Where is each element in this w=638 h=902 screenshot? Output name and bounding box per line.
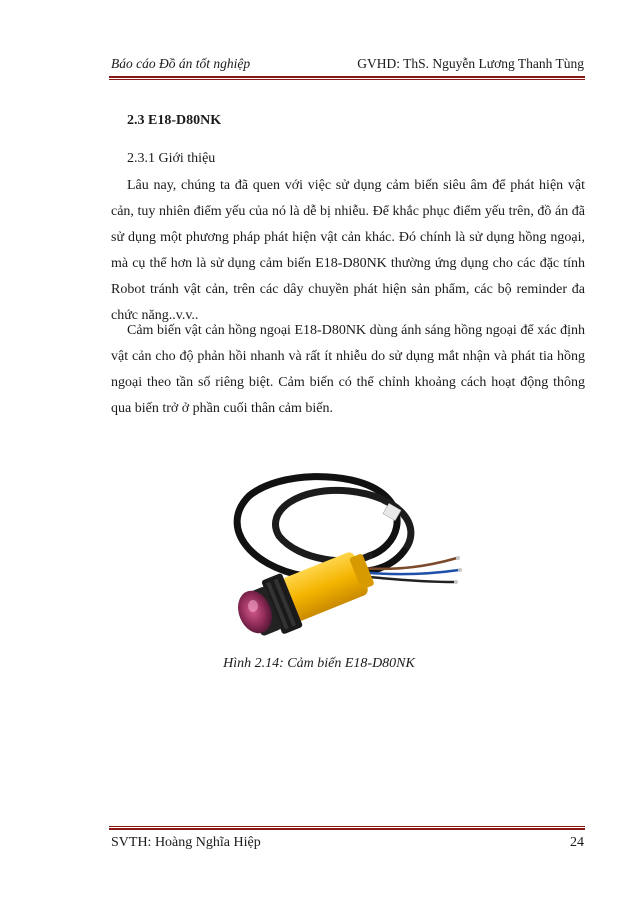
- subsection-title: 2.3.1 Giới thiệu: [127, 151, 216, 166]
- paragraph-description: Cảm biến vật cản hồng ngoại E18-D80NK dùng ánh sáng hồng ngoại để xác định vật cản cho độ phản hồi nhanh và rất ít nhiễu do sử dụng mắt nhận và phát tia hồng ngoại theo tần số riêng biệt. Cảm biến có thể chỉnh khoảng cách hoạt động thông qua biến trở ở phần cuối thân cảm biến.: [111, 323, 585, 416]
- header-divider: [109, 76, 585, 78]
- e18-d80nk-sensor-image: [209, 466, 471, 646]
- header-advisor: GVHD: ThS. Nguyễn Lương Thanh Tùng: [357, 56, 584, 71]
- footer-student: SVTH: Hoàng Nghĩa Hiệp: [111, 835, 261, 850]
- footer-divider: [109, 828, 585, 830]
- sensor-figure: [209, 466, 471, 646]
- page-number: 24: [570, 835, 584, 850]
- header-divider-thin: [109, 79, 585, 80]
- figure-caption: Hình 2.14: Cảm biến E18-D80NK: [223, 656, 415, 671]
- header-report-title: Báo cáo Đồ án tốt nghiệp: [111, 56, 251, 71]
- section-title: 2.3 E18-D80NK: [127, 113, 222, 128]
- paragraph-intro: Lâu nay, chúng ta đã quen với việc sử dụng cảm biến siêu âm để phát hiện vật cản, tuy nhiên điểm yếu của nó là dễ bị nhiễu. Để khắc phục điểm yếu trên, đồ án đã sử dụng một phương pháp phát hiện vật cản khác. Đó chính là sử dụng hồng ngoại, mà cụ thể hơn là sử dụng cảm biến E18-D80NK thường ứng dụng cho các đặc tính Robot tránh vật cản, trên các dây chuyền phát hiện sản phẩm, các bộ reminder đa chức năng..v.v..: [111, 178, 585, 323]
- footer-divider-thin: [109, 826, 585, 827]
